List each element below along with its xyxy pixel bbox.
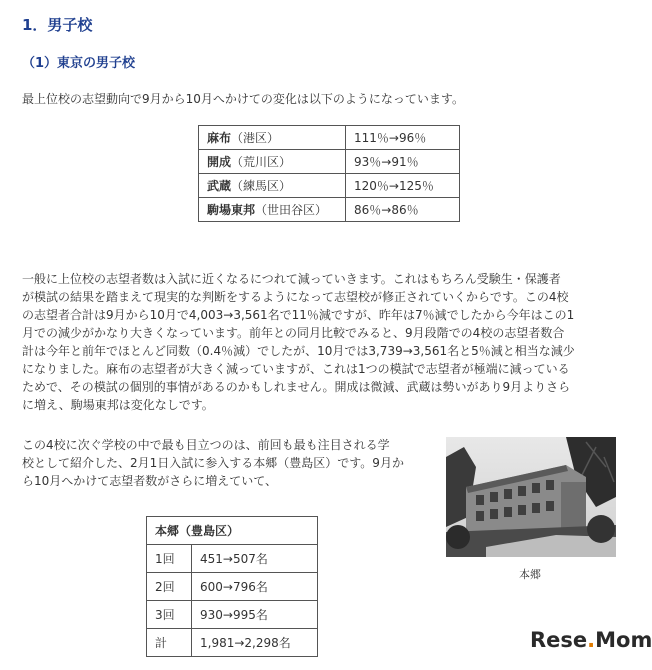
round-label: 2回 bbox=[147, 573, 192, 601]
top-schools-table bbox=[198, 125, 460, 222]
school-name: 駒場東邦 bbox=[207, 203, 256, 217]
paragraph-line: ら10月へかけて志望者数がさらに増えていて、 bbox=[22, 474, 278, 488]
hongo-paragraph bbox=[22, 436, 442, 490]
change-value: 120％→125％ bbox=[346, 174, 460, 198]
round-label: 3回 bbox=[147, 601, 192, 629]
hongo-table bbox=[146, 516, 318, 657]
table-row bbox=[199, 174, 460, 198]
school-photo bbox=[446, 437, 616, 557]
round-label: 1回 bbox=[147, 545, 192, 573]
photo-caption: 本郷 bbox=[519, 568, 541, 581]
table-title: 本郷（豊島区） bbox=[147, 517, 318, 545]
school-ward: （世田谷区） bbox=[255, 203, 328, 217]
table-row bbox=[199, 126, 460, 150]
paragraph-line: 校として紹介した、2月1日入試に参入する本郷（豊島区）です。9月か bbox=[22, 456, 404, 470]
change-value: 1,981→2,298名 bbox=[192, 629, 318, 657]
school-name: 麻布 bbox=[207, 131, 232, 145]
school-ward: （荒川区） bbox=[231, 155, 292, 169]
analysis-paragraph bbox=[22, 270, 622, 414]
change-value: 451→507名 bbox=[192, 545, 318, 573]
logo-text-part1: Rese bbox=[530, 628, 588, 652]
paragraph-line: この4校に次ぐ学校の中で最も目立つのは、前回も最も注目される学 bbox=[22, 438, 390, 452]
change-value: 600→796名 bbox=[192, 573, 318, 601]
paragraph-line: 計は今年と前年でほとんど同数（0.4％減）でしたが、10月では3,739→3,561名と5％減と相当な減少 bbox=[22, 344, 575, 358]
subsection-heading: （1）東京の男子校 bbox=[22, 56, 136, 71]
lead-text: 最上位校の志望動向で9月から10月へかけての変化は以下のようになっています。 bbox=[22, 92, 464, 106]
round-label: 計 bbox=[147, 629, 192, 657]
paragraph-line: が模試の結果を踏まえて現実的な判断をするようになって志望校が修正されていくからです。この4校 bbox=[22, 290, 569, 304]
paragraph-line: ためで、その模試の個別的事情があるのかもしれません。開成は微減、武蔵は勢いがあり9月よりさら bbox=[22, 380, 571, 394]
school-name: 武蔵 bbox=[207, 179, 232, 193]
school-ward: （港区） bbox=[231, 131, 280, 145]
logo-text-part2: Mom bbox=[595, 628, 652, 652]
table-row bbox=[199, 150, 460, 174]
school-ward: （練馬区） bbox=[231, 179, 292, 193]
paragraph-line: の志望者合計は9月から10月で4,003→3,561名で11％減ですが、昨年は7％減でしたから今年はこの1 bbox=[22, 308, 575, 322]
paragraph-line: に増え、駒場東邦は変化なしです。 bbox=[22, 398, 214, 412]
paragraph-line: 一般に上位校の志望者数は入試に近くなるにつれて減っていきます。これはもちろん受験生・保護者 bbox=[22, 272, 561, 286]
table-row bbox=[147, 601, 318, 629]
table-row bbox=[147, 629, 318, 657]
table-row bbox=[147, 573, 318, 601]
table-row bbox=[199, 198, 460, 222]
paragraph-line: になりました。麻布の志望者が大きく減っていますが、これは1つの模試で志望者が極端に減っている bbox=[22, 362, 570, 376]
change-value: 93％→91％ bbox=[346, 150, 460, 174]
change-value: 111％→96％ bbox=[346, 126, 460, 150]
change-value: 86％→86％ bbox=[346, 198, 460, 222]
table-header-row bbox=[147, 517, 318, 545]
resemom-logo bbox=[530, 628, 652, 652]
section-heading: 1．男子校 bbox=[22, 16, 93, 34]
table-row bbox=[147, 545, 318, 573]
school-name: 開成 bbox=[207, 155, 232, 169]
logo-dot: . bbox=[587, 628, 596, 652]
paragraph-line: 月での減少がかなり大きくなっています。前年との同月比較でみると、9月段階での4校の志望者数合 bbox=[22, 326, 565, 340]
change-value: 930→995名 bbox=[192, 601, 318, 629]
